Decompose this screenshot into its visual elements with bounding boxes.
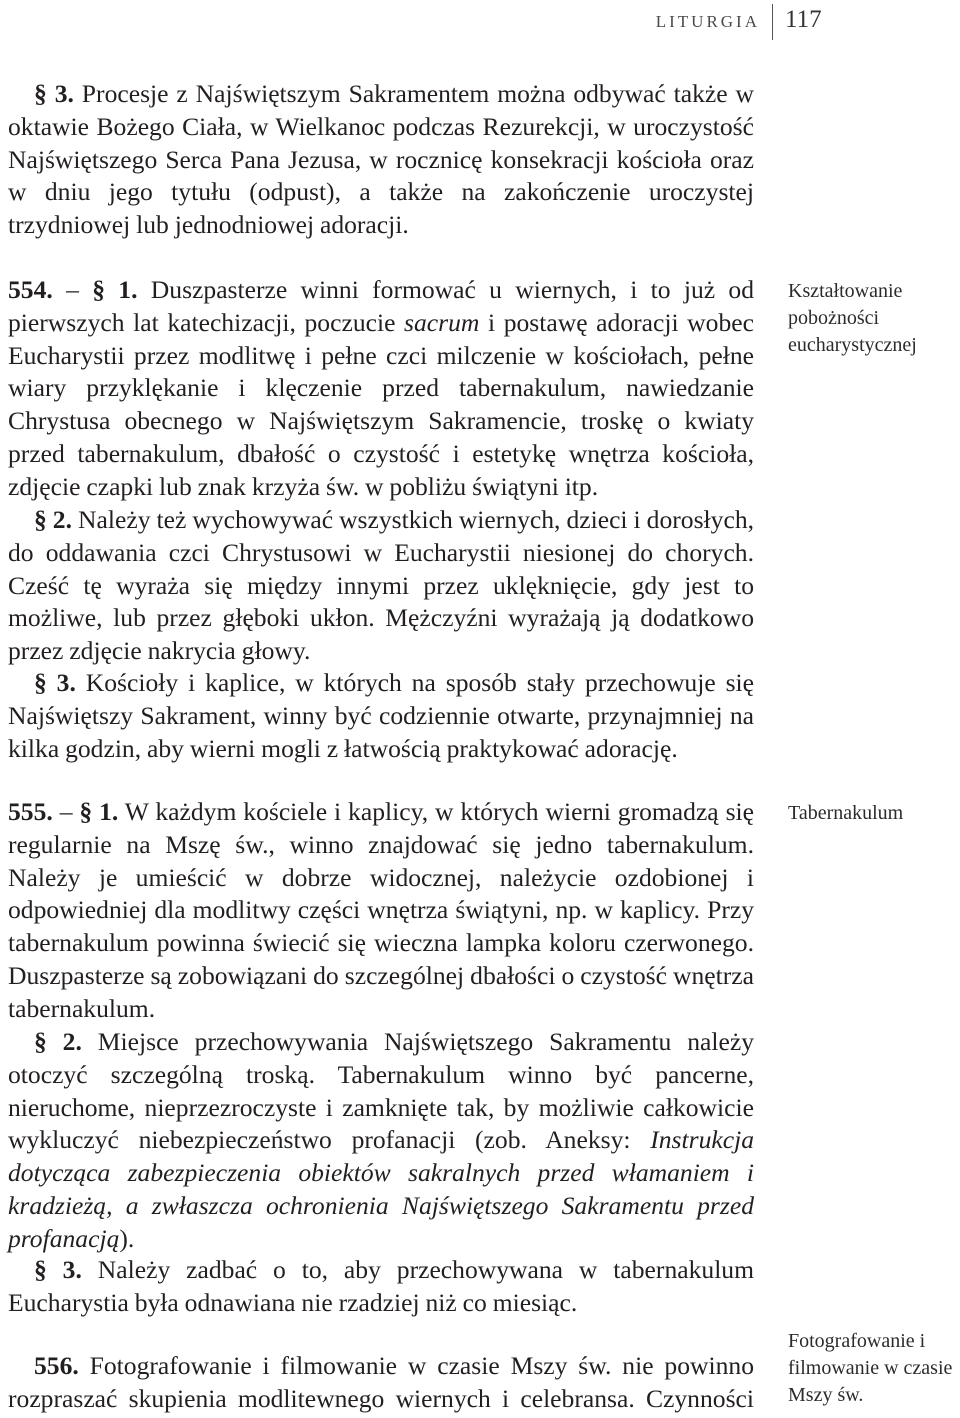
dash: – — [52, 275, 93, 304]
section-mark: § 2. — [34, 505, 73, 534]
paragraph-text: Procesje z Najświętszym Sakramentem można odbywać także w oktawie Bożego Ciała, w Wielkanoc podczas Rezurekcji, w uroczystość Najświętszego Serca Pana Jezusa, w rocznicę konsekracji kościoła oraz w dniu jego tytułu (odpust), a także na zakończenie uroczystej trzydniowej lub jednodniowej adoracji. — [8, 79, 754, 240]
header-divider — [772, 4, 773, 40]
paragraph-text: Miejsce przechowywania Najświętszego Sakramentu należy otoczyć szczególną troską. Tabernakulum winno być pancerne, nieruchome, nieprzezroczyste i zamknięte tak, by możliwie całkowicie wykluczyć niebezpieczeństwo profanacji (zob. Aneksy: — [8, 1027, 754, 1155]
section-mark: § 2. — [34, 1027, 82, 1056]
article-555-section-3 — [8, 1254, 754, 1320]
page-header — [0, 0, 960, 60]
article-556 — [8, 1350, 754, 1416]
margin-note-555: Tabernakulum — [788, 802, 904, 824]
dash: – — [52, 797, 80, 826]
article-555-section-1 — [8, 796, 754, 1026]
paragraph-text: Należy też wychowywać wszystkich wiernych, dzieci i dorosłych, do oddawania czci Chrystusowi w Eucharystii niesionej do chorych. Cześć tę wyraża się między innymi przez uklęknięcie, gdy jest to możliwe, lub przez głęboki ukłon. Mężczyźni wyrażają ją dodatkowo przez zdjęcie nakrycia głowy. — [8, 505, 755, 666]
section-mark: § 3. — [34, 79, 74, 108]
paragraph-text: Należy zadbać o to, aby przechowywana w tabernakulum Eucharystia była odnawiana nie rzadziej niż co miesiąc. — [8, 1255, 755, 1317]
paragraph-text: i postawę adoracji wobec Eucharystii przez modlitwę i pełne czci milczenie w kościołach, pełne wiary przyklękanie i klęczenie przed tabernakulum, nawiedzanie Chrystusa obecnego w Najświętszym Sakramencie, troskę o kwiaty przed tabernakulum, dbałość o czystość i estetykę wnętrza kościoła, zdjęcie czapki lub znak krzyża św. w pobliżu świątyni itp. — [8, 307, 754, 501]
article-number: 554. — [8, 275, 53, 304]
article-number: 556. — [34, 1351, 79, 1380]
section-mark: § 1. — [79, 797, 119, 826]
paragraph-553-section-3 — [8, 78, 754, 242]
section-mark: § 3. — [34, 668, 76, 697]
paragraph-text: Fotografowanie i filmowanie w czasie Mszy św. nie powinno rozpraszać skupienia modlitewnego wiernych i celebransa. Czynności — [8, 1351, 754, 1413]
italic-reference: Instrukcja dotycząca zabezpieczenia obiektów sakralnych przed włamaniem i kradzieżą, a zwłaszcza ochronienia Najświętszego Sakramentu przed profanacją — [8, 1125, 754, 1253]
article-554-section-1 — [8, 274, 754, 504]
page-number: 117 — [785, 6, 822, 33]
running-head: LITURGIA — [655, 12, 760, 31]
article-554-section-2 — [8, 504, 754, 668]
margin-note-556: Fotografowanie i filmowanie w czasie Mszy św. — [788, 1330, 953, 1406]
article-554-section-3 — [8, 667, 754, 765]
article-555-section-2 — [8, 1026, 754, 1256]
paragraph-text: ). — [119, 1223, 135, 1253]
article-number: 555. — [8, 797, 53, 826]
section-mark: § 1. — [92, 275, 138, 304]
paragraph-text: Kościoły i kaplice, w których na sposób stały przechowuje się Najświętszy Sakrament, winny być codziennie otwarte, przynajmniej na kilka godzin, aby wierni mogli z łatwością praktykować adorację. — [8, 668, 755, 763]
section-mark: § 3. — [34, 1255, 82, 1284]
margin-note-554: Kształtowanie pobożności eucharystycznej — [788, 280, 917, 356]
paragraph-text: W każdym kościele i kaplicy, w których wierni gromadzą się regularnie na Mszę św., winno znajdować się jedno tabernakulum. Należy je umieścić w dobrze widocznej, należycie ozdobionej i odpowiedniej dla modlitwy części wnętrza świątyni, np. w kaplicy. Przy tabernakulum powinna świecić się wieczna lampka koloru czerwonego. Duszpasterze są zobowiązani do szczególnej dbałości o czystość wnętrza tabernakulum. — [8, 797, 755, 1023]
italic-term: sacrum — [404, 307, 480, 337]
paragraph-text: Duszpasterze winni formować u wiernych, i to już od pierwszych lat katechizacji, poczucie — [8, 275, 754, 337]
